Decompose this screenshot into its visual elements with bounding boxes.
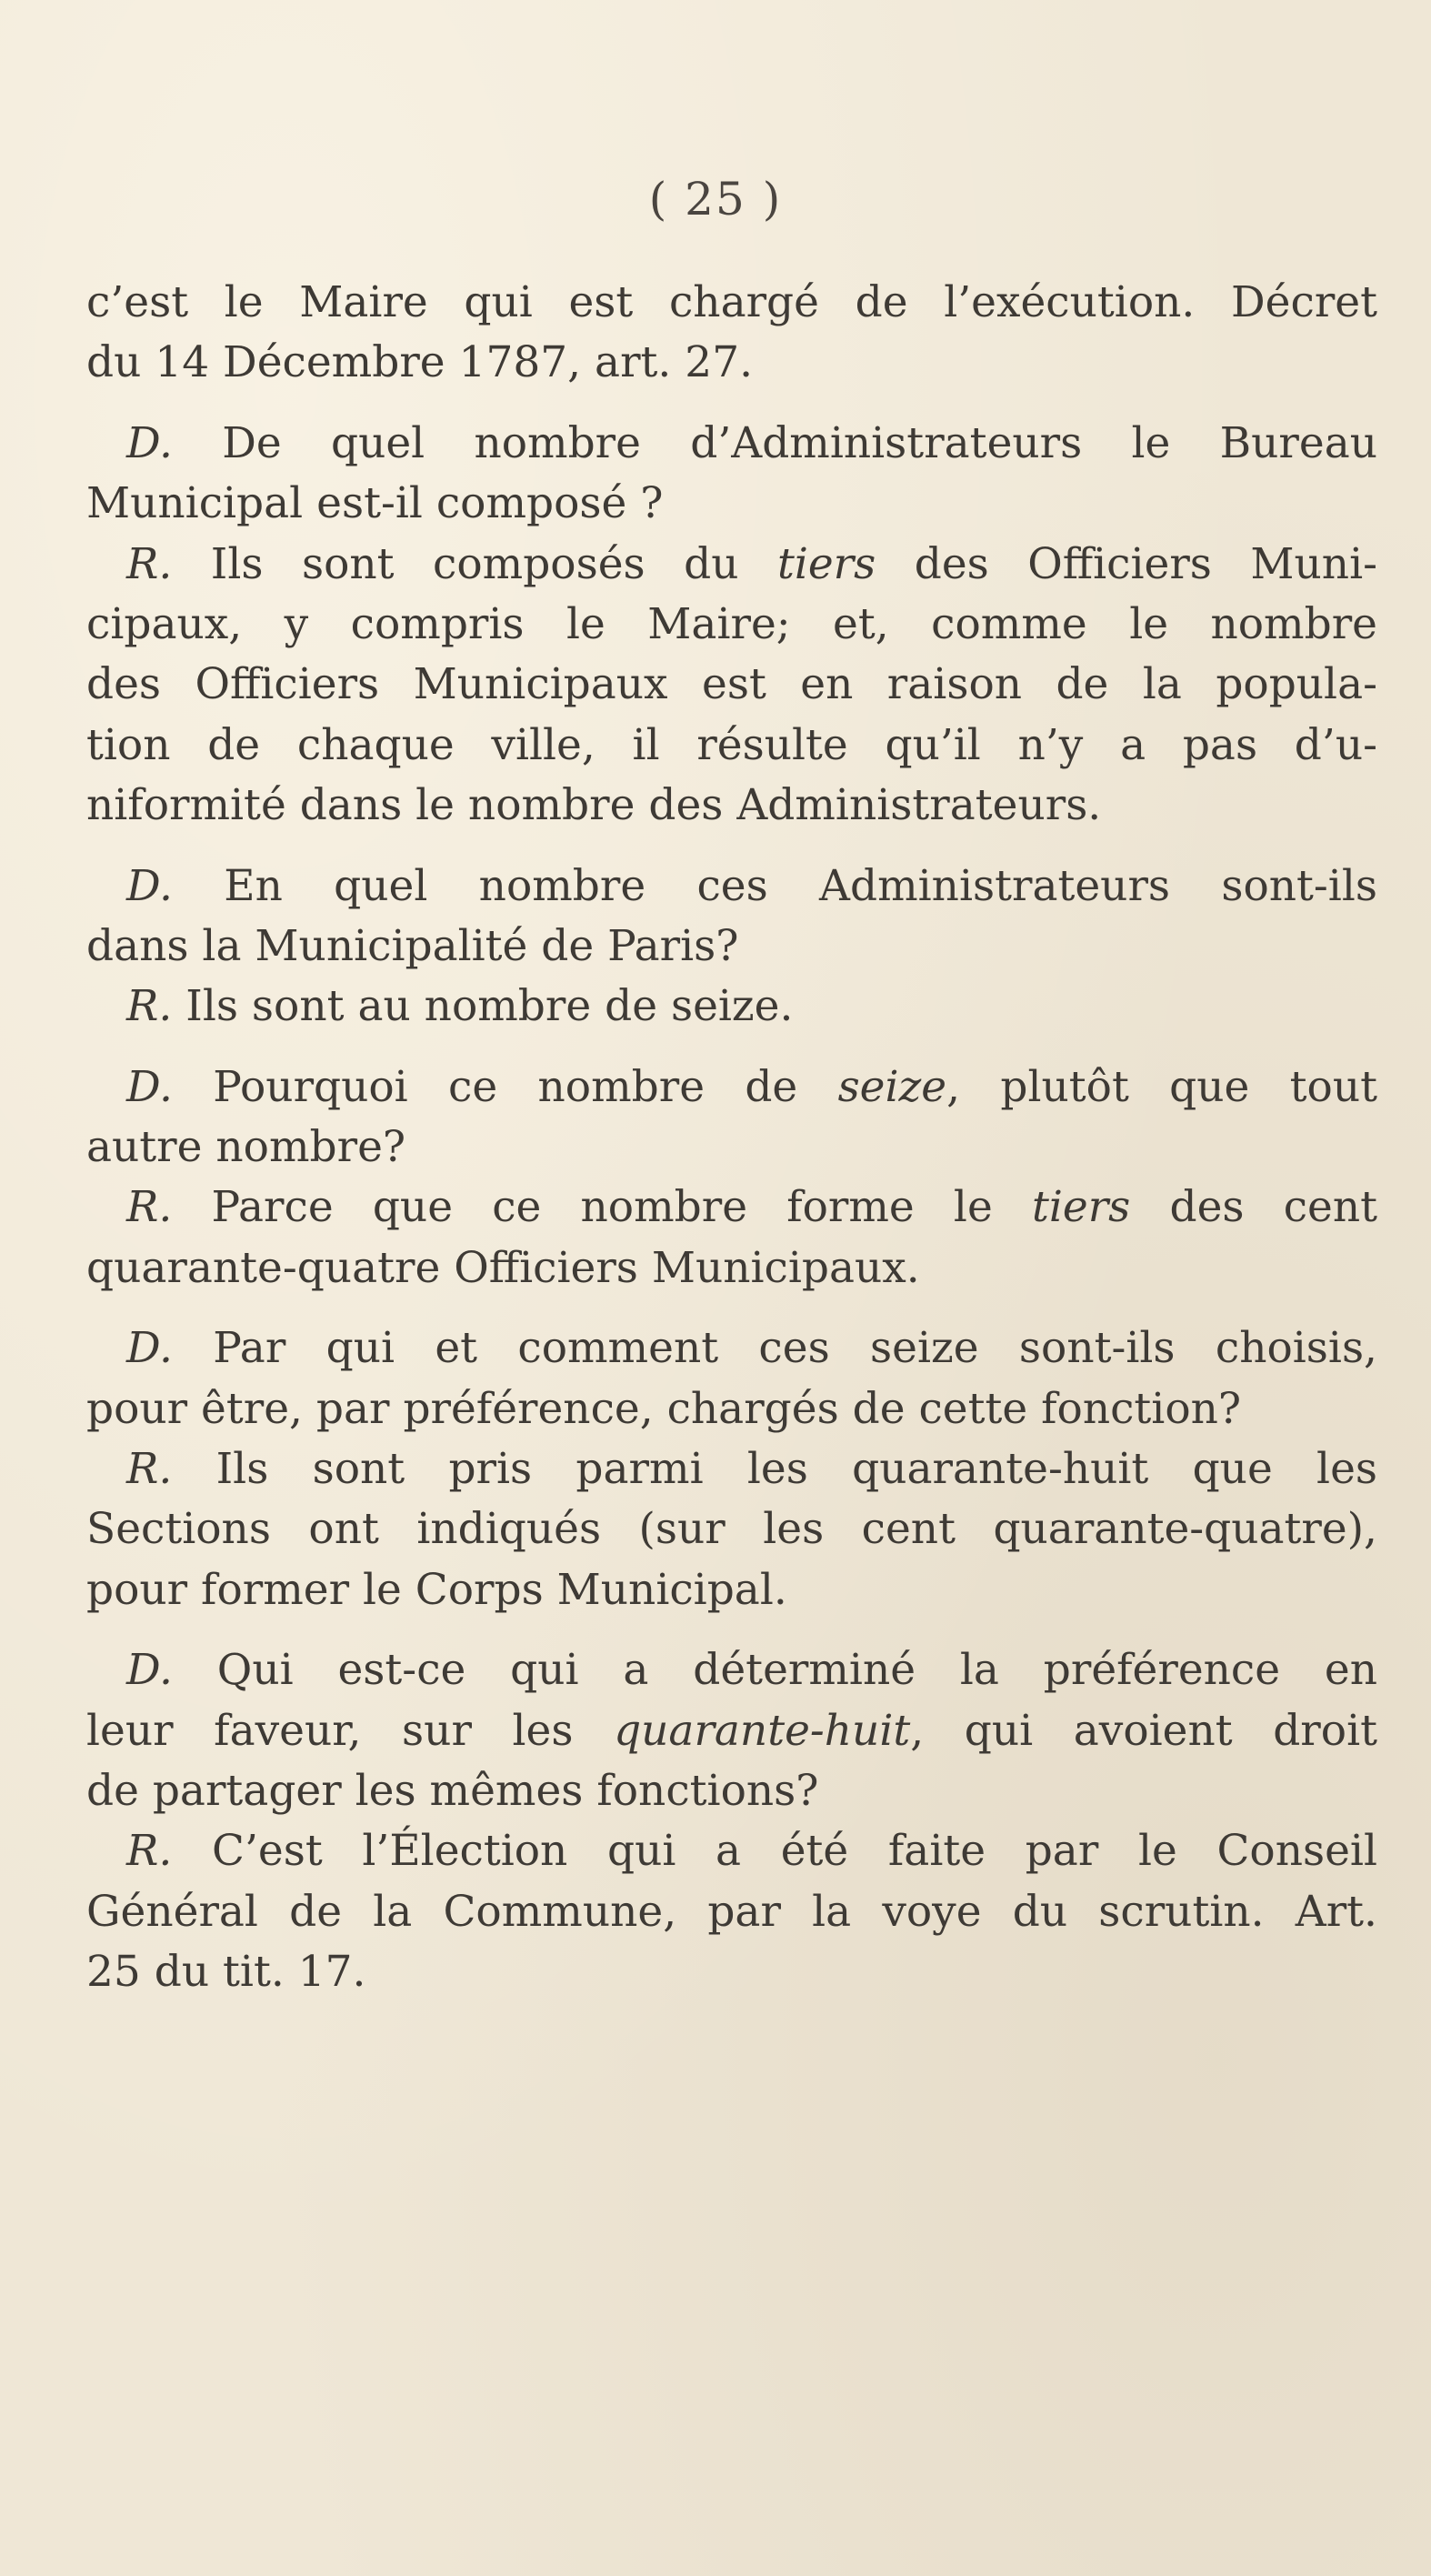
text-line: autre nombre?: [86, 1122, 406, 1173]
paragraph-gap: [86, 837, 1377, 857]
text-line: tion de chaque ville, il résulte qu’il n’y a pas d’u-: [86, 719, 1377, 770]
text-line: R. Ils sont au nombre de seize.: [126, 981, 794, 1032]
text-line: pour être, par préférence, chargés de cette fonction?: [86, 1383, 1242, 1434]
text-line: Sections ont indiqués (sur les cent quarante-quatre),: [86, 1504, 1377, 1555]
text-line: D. En quel nombre ces Administrateurs sont-ils: [126, 860, 1377, 911]
text-line: Municipal est-il composé ?: [86, 478, 664, 529]
text-line: de partager les mêmes fonctions?: [86, 1765, 819, 1816]
text-line: cipaux, y compris le Maire; et, comme le nombre: [86, 598, 1377, 649]
text-line: D. Par qui et comment ces seize sont-ils choisis,: [126, 1323, 1377, 1374]
paragraph-gap: [86, 1298, 1377, 1318]
text-line: c’est le Maire qui est chargé de l’exécution. Décret: [86, 277, 1377, 327]
text-line: niformité dans le nombre des Administrateurs.: [86, 780, 1102, 831]
text-line: Général de la Commune, par la voye du scrutin. Art.: [86, 1886, 1377, 1937]
text-line: pour former le Corps Municipal.: [86, 1564, 787, 1615]
page-text: [86, 273, 1377, 2003]
text-line: D. Pourquoi ce nombre de seize, plutôt que tout: [126, 1061, 1377, 1112]
text-line: 25 du tit. 17.: [86, 1947, 366, 1998]
page-number: ( 25 ): [648, 173, 783, 226]
paragraph-gap: [86, 1620, 1377, 1640]
paragraph-gap: [86, 394, 1377, 414]
text-line: leur faveur, sur les quarante-huit, qui avoient droit: [86, 1705, 1377, 1756]
text-line: quarante-quatre Officiers Municipaux.: [86, 1242, 920, 1293]
text-line: R. Ils sont pris parmi les quarante-huit que les: [126, 1444, 1377, 1495]
text-line: des Officiers Municipaux est en raison de la popula-: [86, 659, 1377, 710]
text-line: D. Qui est-ce qui a déterminé la préférence en: [126, 1645, 1377, 1696]
paragraph-gap: [86, 1037, 1377, 1057]
text-line: R. Ils sont composés du tiers des Officiers Muni-: [126, 538, 1377, 589]
text-line: R. C’est l’Élection qui a été faite par le Conseil: [126, 1826, 1377, 1877]
text-line: D. De quel nombre d’Administrateurs le Bureau: [126, 417, 1377, 468]
text-line: dans la Municipalité de Paris?: [86, 920, 739, 971]
text-line: R. Parce que ce nombre forme le tiers des cent: [126, 1182, 1377, 1233]
text-line: du 14 Décembre 1787, art. 27.: [86, 337, 754, 388]
